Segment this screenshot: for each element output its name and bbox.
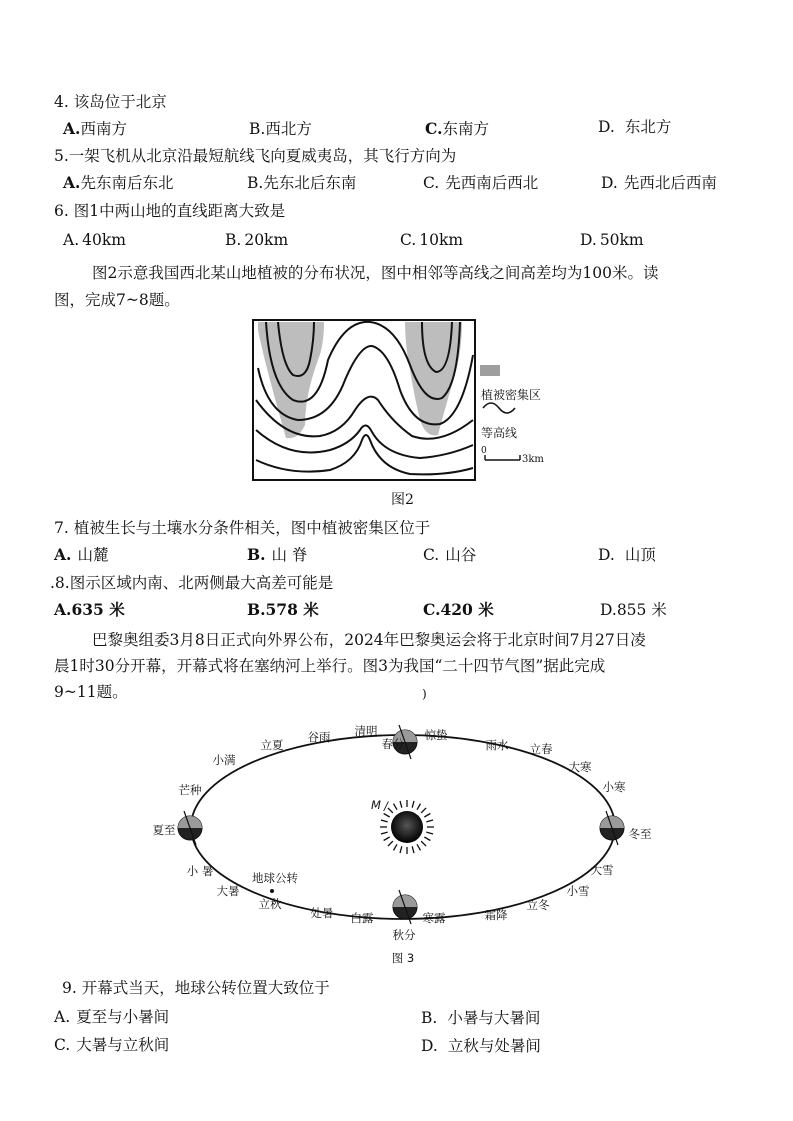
sun-ray bbox=[400, 846, 402, 853]
solar-term-label: 处暑 bbox=[310, 906, 334, 920]
option-text: 山麓 bbox=[77, 546, 109, 564]
solar-term-label: 夏至 bbox=[152, 823, 176, 837]
option-letter: D. bbox=[600, 601, 617, 619]
sun-ray bbox=[412, 846, 414, 853]
sun-ray bbox=[426, 820, 433, 822]
option-letter: D. bbox=[601, 174, 618, 192]
solar-term-label: 立夏 bbox=[260, 738, 284, 752]
sun-ray bbox=[421, 808, 426, 813]
sun-ray bbox=[421, 841, 426, 846]
option-letter: C. bbox=[425, 119, 443, 138]
q9-stem: 9. 开幕式当天，地球公转位置大致位于 bbox=[62, 979, 330, 997]
option-text: 西南方 bbox=[80, 120, 127, 138]
solar-term-label: 立春 bbox=[529, 742, 553, 756]
solar-term-label: 冬至 bbox=[628, 827, 652, 841]
sun-label-slash: / bbox=[384, 799, 388, 813]
option-text: 小暑与大暑间 bbox=[447, 1009, 541, 1027]
option-letter: A. bbox=[54, 600, 72, 619]
option-letter: C. bbox=[400, 231, 417, 249]
option-letter: D. bbox=[421, 1037, 438, 1055]
option-letter: D. bbox=[598, 118, 615, 136]
option-text: 578 米 bbox=[265, 600, 319, 619]
solar-term-label: 雨水 bbox=[485, 738, 509, 752]
solar-term-label: 大雪 bbox=[590, 863, 614, 877]
solar-term-label: 惊蛰 bbox=[424, 728, 448, 742]
sun-ray bbox=[417, 804, 421, 810]
scale-zero-label: 0 bbox=[481, 446, 487, 456]
solar-term-label: 小满 bbox=[212, 753, 236, 767]
option-letter: A. bbox=[54, 545, 72, 564]
option-text: 20km bbox=[244, 231, 289, 249]
option-text: 855 米 bbox=[616, 601, 667, 619]
sun-ray bbox=[424, 837, 430, 841]
intro-9-11-line1: 巴黎奥组委3月8日正式向外界公布，2024年巴黎奥运会将于北京时间7月27日凌 bbox=[92, 631, 646, 649]
option-text: 山 脊 bbox=[271, 546, 308, 564]
solar-term-label: 春分 bbox=[381, 737, 405, 751]
option-letter: C. bbox=[423, 600, 441, 619]
option-letter: C. bbox=[423, 174, 440, 192]
option-text: 夏至与小暑间 bbox=[76, 1008, 170, 1026]
solar-term-label: 小雪 bbox=[566, 884, 590, 898]
sun-ray bbox=[381, 832, 388, 834]
solar-term-label: 小寒 bbox=[602, 780, 626, 794]
solar-term-label: 秋分 bbox=[392, 928, 416, 942]
figure-3-caption: 图 3 bbox=[391, 951, 415, 965]
stray-mark: ) bbox=[422, 687, 427, 701]
option-text: 立秋与处暑间 bbox=[447, 1037, 541, 1055]
option-text: 先东南后东北 bbox=[80, 174, 174, 192]
solar-term-label: 立秋 bbox=[258, 897, 282, 911]
option-letter: B. bbox=[247, 600, 266, 619]
option-text: 10km bbox=[419, 231, 464, 249]
sun-ray bbox=[394, 804, 398, 810]
option-letter: D. bbox=[580, 231, 597, 249]
solar-term-label: 白露 bbox=[350, 911, 374, 925]
intro-9-11-line2: 晨1时30分开幕，开幕式将在塞纳河上举行。图3为我国“二十四节气图”据此完成 bbox=[54, 657, 606, 675]
sun-ray bbox=[388, 841, 393, 846]
option-letter: B. bbox=[247, 174, 264, 192]
intro-7-8-line1: 图2示意我国西北某山地植被的分布状况，图中相邻等高线之间高差均为100米。读 bbox=[92, 264, 659, 282]
option-text: 山顶 bbox=[624, 546, 656, 564]
option-letter: B. bbox=[421, 1009, 438, 1027]
sun-ray bbox=[400, 801, 402, 808]
orbit-direction-label: 地球公转 bbox=[252, 871, 298, 885]
q6-stem: 6. 图1中两山地的直线距离大致是 bbox=[54, 202, 286, 220]
option-letter: C. bbox=[54, 1036, 71, 1054]
option-letter: A. bbox=[63, 173, 81, 192]
q7-stem: 7. 植被生长与土壤水分条件相关，图中植被密集区位于 bbox=[54, 519, 431, 537]
option-text: 先东北后东南 bbox=[263, 174, 357, 192]
legend-vegetation-label: 植被密集区 bbox=[481, 388, 542, 402]
q8-stem: .8.图示区域内南、北两侧最大高差可能是 bbox=[50, 574, 334, 592]
option-text: 山谷 bbox=[445, 546, 477, 564]
earth-summer-solstice bbox=[178, 811, 202, 845]
q4-stem: 4. 该岛位于北京 bbox=[54, 93, 167, 111]
earth-winter-solstice bbox=[600, 811, 624, 845]
sun-ray bbox=[417, 844, 421, 850]
sun-ray bbox=[384, 814, 390, 818]
legend-contour-label: 等高线 bbox=[481, 426, 518, 440]
option-text: 东北方 bbox=[624, 118, 672, 136]
scale-end-label: 3km bbox=[522, 454, 544, 465]
orbit-arrow bbox=[270, 889, 274, 893]
option-text: 东南方 bbox=[442, 120, 489, 138]
sun-ray bbox=[381, 820, 388, 822]
solar-term-label: 大寒 bbox=[568, 760, 592, 774]
sun-ray bbox=[384, 837, 390, 841]
sun-ray bbox=[424, 814, 430, 818]
option-text: 50km bbox=[599, 231, 644, 249]
sun-ray bbox=[394, 844, 398, 850]
option-letter: A. bbox=[63, 231, 80, 249]
solar-term-label: 寒露 bbox=[422, 911, 446, 925]
option-letter: B. bbox=[247, 545, 266, 564]
q9-option-d[interactable] bbox=[421, 1036, 541, 1056]
solar-term-label: 清明 bbox=[354, 724, 378, 738]
q9-option-b[interactable] bbox=[421, 1008, 540, 1028]
option-text: 635 米 bbox=[71, 600, 125, 619]
solar-term-label: 立冬 bbox=[526, 898, 550, 912]
option-text: 先西南后西北 bbox=[445, 174, 539, 192]
figure-2-caption: 图2 bbox=[391, 492, 414, 508]
solar-term-label: 大暑 bbox=[216, 884, 240, 898]
option-letter: B. bbox=[225, 231, 242, 249]
intro-7-8-line2: 图，完成7~8题。 bbox=[54, 291, 180, 309]
option-letter: A. bbox=[54, 1008, 71, 1026]
sun-ray bbox=[412, 801, 414, 808]
intro-9-11-line3: 9~11题。 bbox=[54, 683, 128, 701]
option-text: 西北方 bbox=[265, 120, 312, 138]
q5-stem: 5.一架飞机从北京沿最短航线飞向夏威夷岛，其飞行方向为 bbox=[54, 147, 457, 165]
option-letter: A. bbox=[63, 119, 81, 138]
option-letter: D. bbox=[598, 546, 615, 564]
solar-term-label: 芒种 bbox=[178, 783, 202, 797]
sun-ray bbox=[426, 832, 433, 834]
option-letter: B. bbox=[249, 120, 266, 138]
option-text: 420 米 bbox=[440, 600, 494, 619]
option-text: 大暑与立秋间 bbox=[76, 1036, 170, 1054]
option-letter: C. bbox=[423, 546, 440, 564]
q9-option-a[interactable] bbox=[54, 1007, 169, 1027]
sun-label: M bbox=[371, 798, 381, 812]
solar-term-label: 小 暑 bbox=[186, 864, 214, 878]
q9-option-c[interactable] bbox=[54, 1035, 169, 1055]
sun-ray bbox=[388, 808, 393, 813]
solar-term-label: 谷雨 bbox=[307, 730, 331, 744]
solar-term-label: 霜降 bbox=[484, 908, 508, 922]
sun bbox=[391, 811, 423, 843]
option-text: 先西北后西南 bbox=[623, 174, 717, 192]
option-text: 40km bbox=[82, 231, 126, 249]
